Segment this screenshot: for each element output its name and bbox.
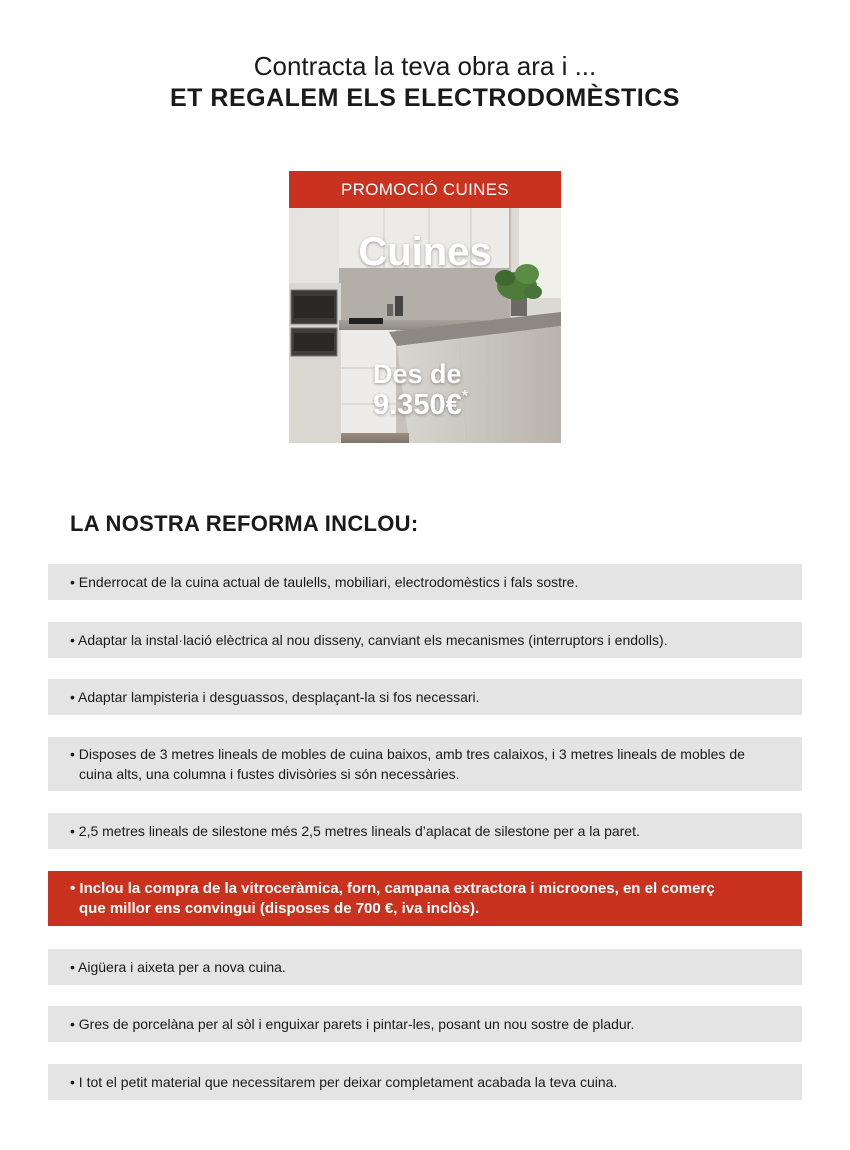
promo-banner: PROMOCIÓ CUINES — [289, 171, 561, 208]
list-item-text: • Gres de porcelàna per al sòl i enguixar parets i pintar-les, posant un nou sostre de pladur. — [70, 1016, 635, 1032]
list-item-text: • I tot el petit material que necessitarem per deixar completament acabada la teva cuina. — [70, 1074, 618, 1090]
section-title: LA NOSTRA REFORMA INCLOU: — [70, 511, 419, 536]
headline-line-1: Contracta la teva obra ara i ... — [253, 51, 597, 81]
list-item-text: • Adaptar la instal·lació elèctrica al nou disseny, canviant els mecanismes (interruptors i endolls). — [70, 632, 668, 648]
promo-from-label: Des de — [373, 359, 462, 389]
promo-price-asterisk: * — [461, 388, 468, 405]
headline — [0, 50, 850, 114]
list-item — [48, 564, 802, 600]
list-item — [48, 737, 802, 791]
list-item — [48, 949, 802, 985]
promo-price-block — [373, 359, 468, 421]
list-item — [48, 813, 802, 849]
headline-line-2: ET REGALEM ELS ELECTRODOMÈSTICS — [170, 84, 680, 112]
list-item-text: • Inclou la compra de la vitroceràmica, forn, campana extractora i microones, en el comerç que millor ens convingui (disposes de 700 €, iva inclòs). — [70, 879, 715, 917]
promo-title: Cuines — [358, 230, 492, 274]
list-item-text: • Disposes de 3 metres lineals de mobles de cuina baixos, amb tres calaixos, i 3 metres lineals de mobles de cuina alts, una columna i fustes divisòries si són necessàries. — [70, 746, 745, 782]
promo-price — [373, 389, 468, 421]
list-item-text: • Enderrocat de la cuina actual de taulells, mobiliari, electrodomèstics i fals sostre. — [70, 574, 579, 590]
list-item — [48, 1064, 802, 1100]
list-item — [48, 1006, 802, 1042]
list-item-text: • 2,5 metres lineals de silestone més 2,5 metres lineals d’aplacat de silestone per a la paret. — [70, 823, 640, 839]
list-item-text: • Aigüera i aixeta per a nova cuina. — [70, 959, 286, 975]
list-item-text: • Adaptar lampisteria i desguassos, desplaçant-la si fos necessari. — [70, 689, 480, 705]
list-item-highlight — [48, 871, 802, 926]
promo-price-value: 9.350€ — [373, 389, 462, 421]
list-item — [48, 679, 802, 715]
promo-card[interactable] — [289, 171, 561, 443]
list-item — [48, 622, 802, 658]
